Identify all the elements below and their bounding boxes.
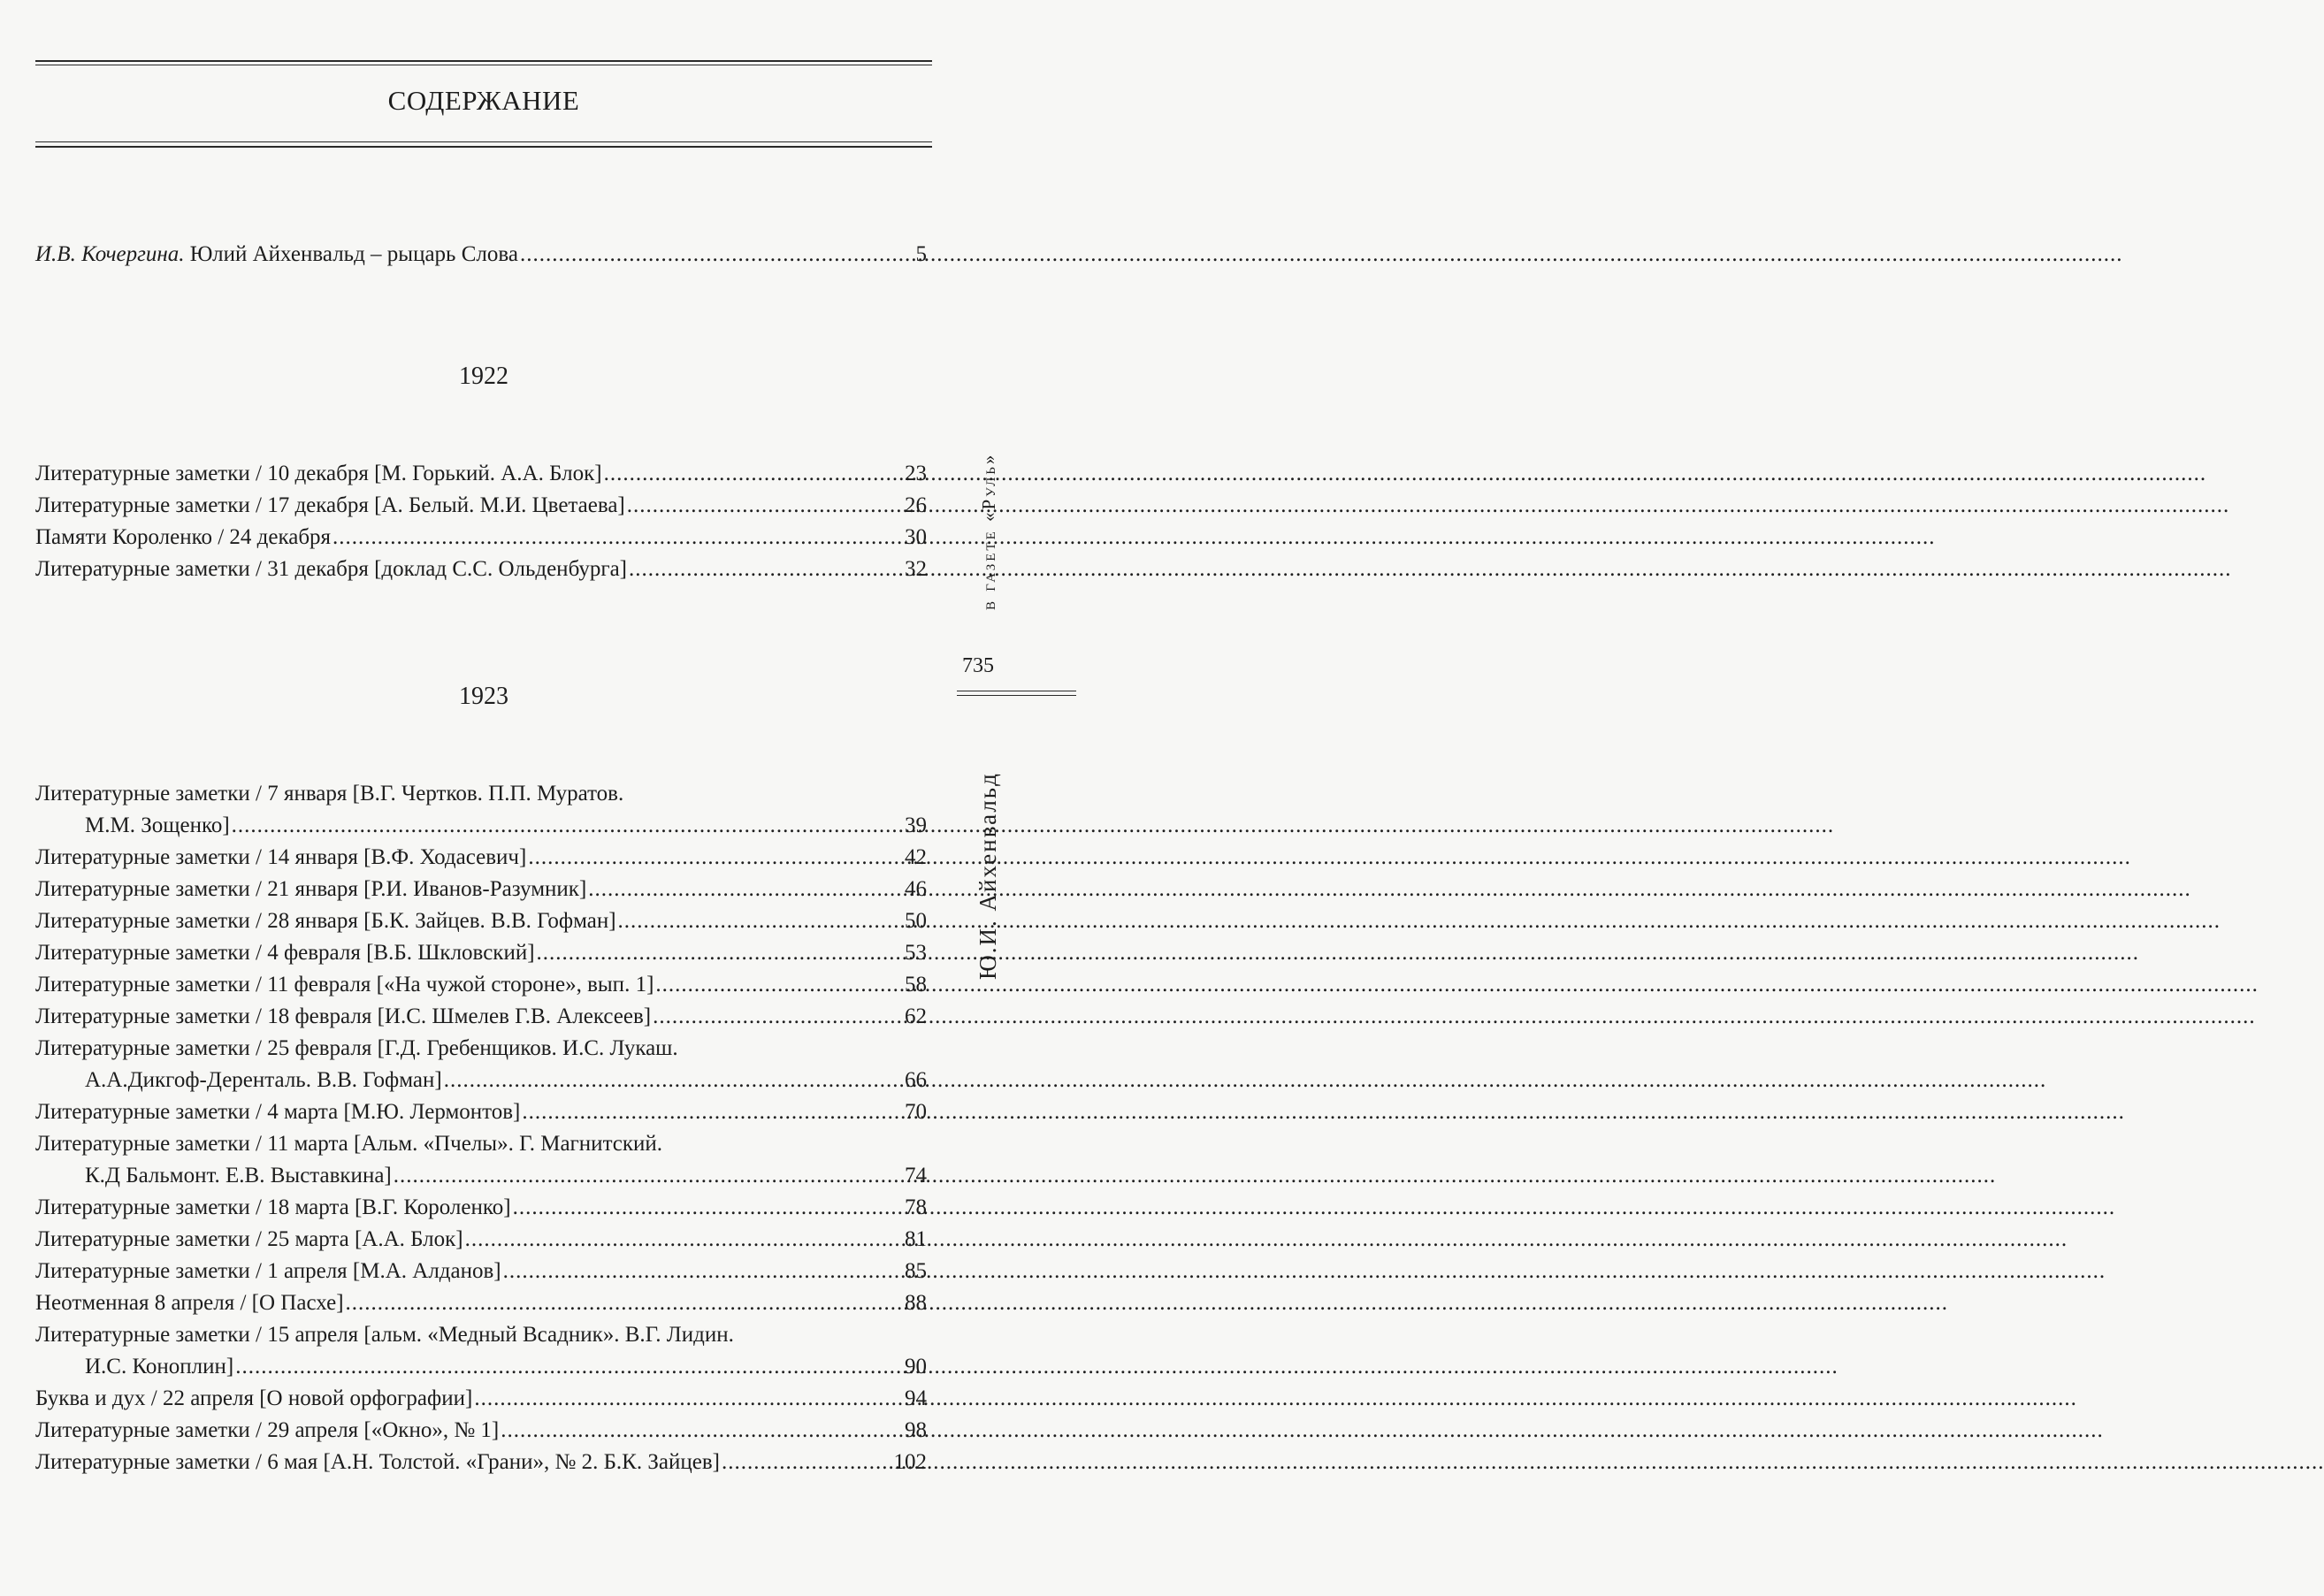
- dot-leader: [465, 1224, 903, 1256]
- entry-page: 94: [905, 1386, 927, 1410]
- entry-text: Литературные заметки / 25 марта [А.А. Блок]: [35, 1227, 463, 1251]
- dot-leader: [520, 239, 914, 271]
- entry-author: И.В. Кочергина.: [35, 242, 185, 266]
- toc-entry: [35, 1001, 927, 1033]
- running-head-author: Ю.И. Айхенвальд: [975, 772, 1001, 980]
- entry-page: 23: [905, 462, 927, 485]
- entry-page: 74: [905, 1164, 927, 1187]
- entry-text: Литературные заметки / 31 декабря [доклад С.С. Ольденбурга]: [35, 557, 628, 581]
- dot-leader: [503, 1256, 903, 1287]
- entry-text: Литературные заметки / 14 января [В.Ф. Ходасевич]: [35, 845, 527, 869]
- toc-entry: [35, 1287, 927, 1319]
- dot-leader: [232, 810, 903, 842]
- entry-text: Литературные заметки / 10 декабря [М. Горький. А.А. Блок]: [35, 462, 602, 485]
- toc-entry: [35, 1192, 927, 1224]
- dot-leader: [522, 1096, 903, 1128]
- toc-entry: [35, 1096, 927, 1128]
- entry-text: И.С. Коноплин]: [85, 1355, 234, 1378]
- entry-page: 39: [905, 813, 927, 837]
- toc-entry: [35, 1351, 927, 1383]
- dot-leader: [394, 1160, 903, 1192]
- dot-leader: [235, 1351, 903, 1383]
- entry-text: Литературные заметки / 18 марта [В.Г. Короленко]: [35, 1195, 511, 1219]
- running-head-series: в газете «Руль»: [978, 452, 999, 610]
- entry-page: 58: [905, 973, 927, 997]
- intro-block: [35, 239, 927, 271]
- section-year-1923: 1923: [459, 683, 508, 710]
- toc-entry: [35, 874, 927, 905]
- entry-text: Литературные заметки / 17 декабря [А. Белый. М.И. Цветаева]: [35, 493, 625, 517]
- dot-leader: [627, 490, 903, 522]
- toc-entry: [35, 1224, 927, 1256]
- dot-leader: [588, 874, 903, 905]
- entry-text: Неотменная 8 апреля / [О Пасхе]: [35, 1291, 344, 1315]
- section-year-1922: 1922: [459, 363, 508, 390]
- toc-entry: [35, 905, 927, 937]
- entry-first-line: Литературные заметки / 15 апреля [альм. «Медный Всадник». В.Г. Лидин.: [35, 1323, 734, 1347]
- entry-text: Памяти Короленко / 24 декабря: [35, 525, 332, 549]
- entry-page: 26: [905, 493, 927, 517]
- toc-entry: [35, 1160, 927, 1192]
- entry-page: 62: [905, 1004, 927, 1028]
- dot-leader: [722, 1447, 892, 1478]
- entry-text: [35, 239, 518, 271]
- dot-leader: [618, 905, 903, 937]
- dot-leader: [474, 1383, 903, 1415]
- dot-leader: [444, 1065, 903, 1096]
- entry-text: Литературные заметки / 6 мая [А.Н. Толстой. «Грани», № 2. Б.К. Зайцев]: [35, 1450, 720, 1474]
- entry-text: Литературные заметки / 21 января [Р.И. Иванов-Разумник]: [35, 877, 587, 901]
- entry-text: А.А.Дикгоф-Деренталь. В.В. Гофман]: [85, 1068, 442, 1092]
- dot-leader: [537, 937, 903, 969]
- toc-entry: [35, 969, 927, 1001]
- entry-text: Литературные заметки / 11 февраля [«На чужой стороне», вып. 1]: [35, 973, 654, 997]
- toc-entry: [35, 842, 927, 874]
- section-1923-list: [35, 778, 927, 1478]
- entry-page: 88: [905, 1291, 927, 1315]
- entry-page: 42: [905, 845, 927, 869]
- header-rule-top: [35, 60, 932, 62]
- toc-entry: [35, 1415, 927, 1447]
- entry-page: 78: [905, 1195, 927, 1219]
- page-title: СОДЕРЖАНИЕ: [387, 85, 580, 116]
- entry-text: Литературные заметки / 1 апреля [М.А. Алданов]: [35, 1259, 501, 1283]
- entry-page: 85: [905, 1259, 927, 1283]
- toc-entry: [35, 937, 927, 969]
- dot-leader: [528, 842, 903, 874]
- entry-page: 30: [905, 525, 927, 549]
- entry-page: 5: [915, 242, 927, 266]
- entry-page: 46: [905, 877, 927, 901]
- toc-entry: [35, 1065, 927, 1096]
- entry-page: 90: [905, 1355, 927, 1378]
- entry-page: 81: [905, 1227, 927, 1251]
- entry-page: 50: [905, 909, 927, 933]
- entry-text: Литературные заметки / 18 февраля [И.С. Шмелев Г.В. Алексеев]: [35, 1004, 652, 1028]
- entry-page: 102: [893, 1450, 927, 1474]
- toc-entry: [35, 554, 927, 585]
- entry-page: 53: [905, 941, 927, 965]
- entry-text: Буква и дух / 22 апреля [О новой орфографии]: [35, 1386, 473, 1410]
- entry-page: 98: [905, 1418, 927, 1442]
- toc-entry: [35, 522, 927, 554]
- dot-leader: [346, 1287, 903, 1319]
- entry-page: 66: [905, 1068, 927, 1092]
- page-number: 735: [962, 654, 994, 677]
- toc-entry: [35, 1383, 927, 1415]
- header-rule-bottom: [35, 146, 932, 148]
- toc-entry: [35, 810, 927, 842]
- entry-page: 32: [905, 557, 927, 581]
- dot-leader: [513, 1192, 903, 1224]
- entry-text: М.М. Зощенко]: [85, 813, 230, 837]
- entry-title: Юлий Айхенвальд – рыцарь Слова: [184, 242, 518, 266]
- dot-leader: [333, 522, 903, 554]
- toc-entry: [35, 1447, 927, 1478]
- entry-first-line: Литературные заметки / 25 февраля [Г.Д. Гребенщиков. И.С. Лукаш.: [35, 1036, 678, 1060]
- margin-rule-thin: [957, 695, 1076, 696]
- entry-text: Литературные заметки / 4 февраля [В.Б. Шкловский]: [35, 941, 535, 965]
- entry-first-line: Литературные заметки / 11 марта [Альм. «Пчелы». Г. Магнитский.: [35, 1132, 663, 1156]
- dot-leader: [655, 969, 903, 1001]
- dot-leader: [501, 1415, 903, 1447]
- entry-text: К.Д Бальмонт. Е.В. Выставкина]: [85, 1164, 392, 1187]
- toc-entry: [35, 458, 927, 490]
- entry-text: Литературные заметки / 28 января [Б.К. Зайцев. В.В. Гофман]: [35, 909, 616, 933]
- toc-entry-intro: [35, 239, 927, 271]
- dot-leader: [653, 1001, 903, 1033]
- dot-leader: [629, 554, 903, 585]
- dot-leader: [604, 458, 903, 490]
- header-rule-bottom-thin: [35, 141, 932, 142]
- entry-page: 70: [905, 1100, 927, 1124]
- entry-text: Литературные заметки / 29 апреля [«Окно», № 1]: [35, 1418, 500, 1442]
- toc-entry: [35, 490, 927, 522]
- entry-first-line: Литературные заметки / 7 января [В.Г. Чертков. П.П. Муратов.: [35, 782, 624, 806]
- section-1922-list: [35, 458, 927, 585]
- toc-entry: [35, 1256, 927, 1287]
- entry-text: Литературные заметки / 4 марта [М.Ю. Лермонтов]: [35, 1100, 521, 1124]
